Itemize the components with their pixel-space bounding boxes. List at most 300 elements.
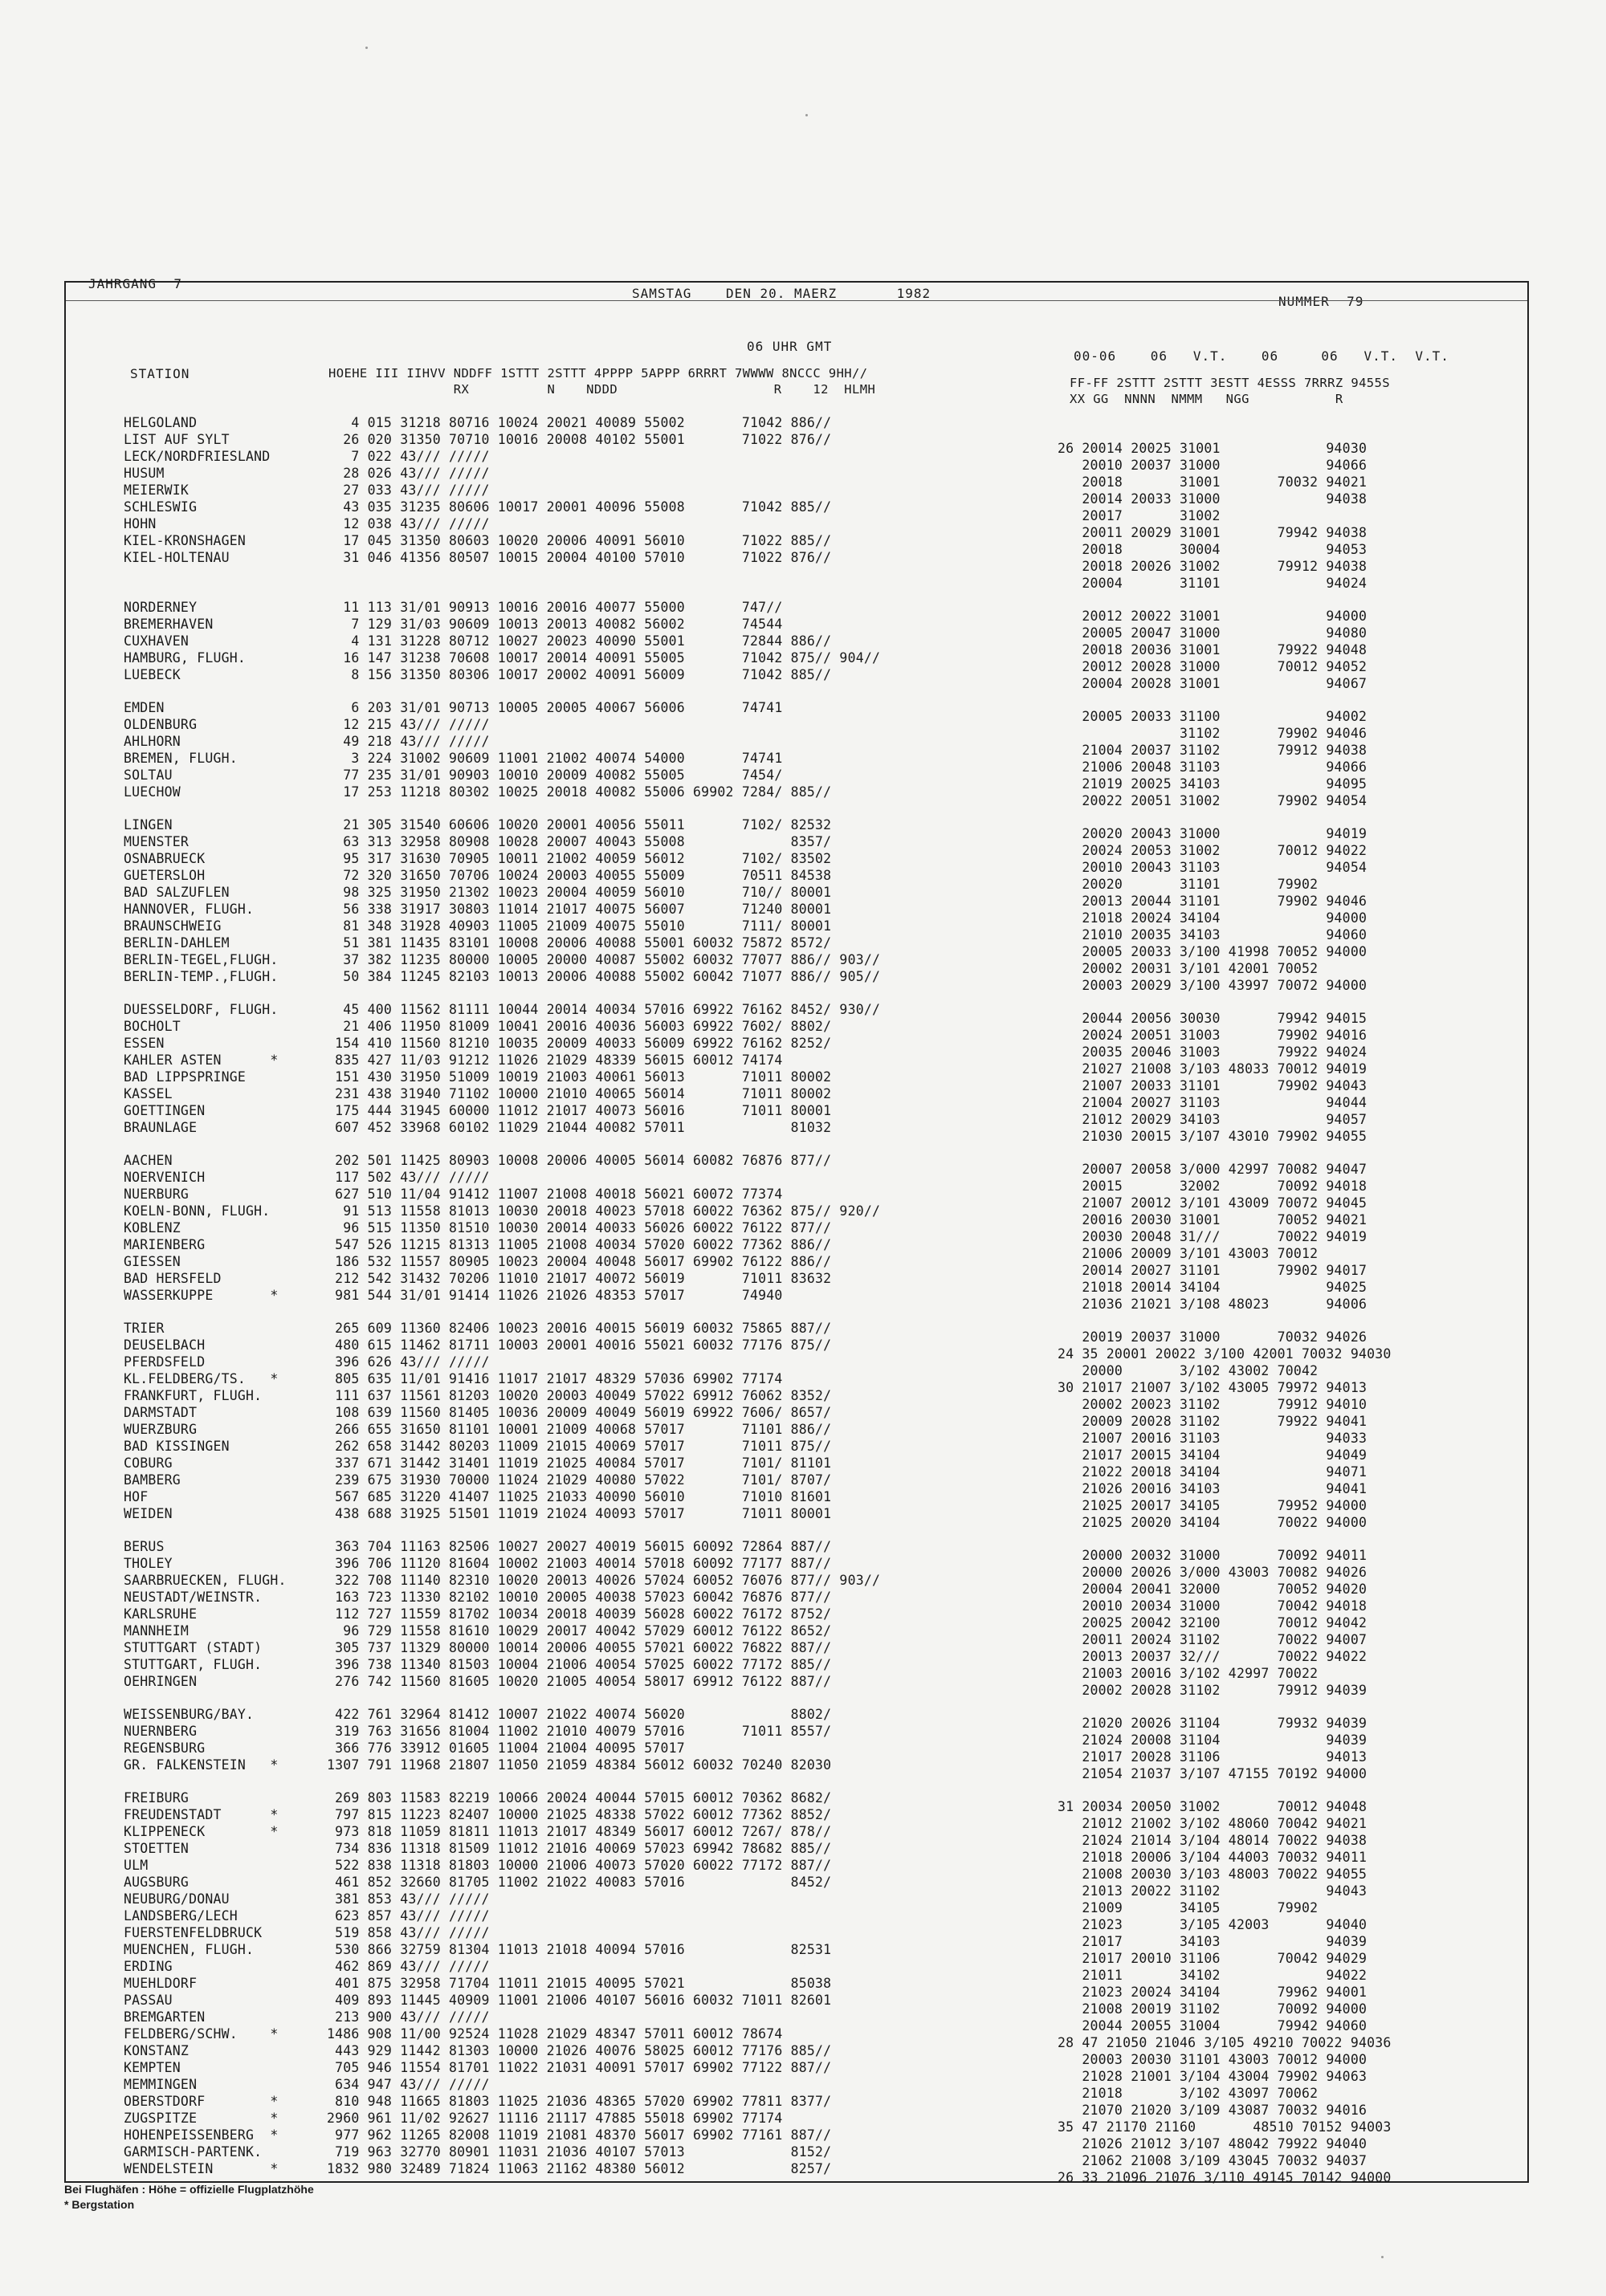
- report-date: SAMSTAG DEN 20. MAERZ 1982: [632, 286, 931, 301]
- group-spacer: [327, 1522, 880, 1538]
- station-observation: 461 852 32660 81705 11002 21022 40083 57016 8452/: [327, 1875, 832, 1890]
- station-observation: 96 515 11350 81510 10030 20014 40033 56026 60022 76122 877//: [327, 1220, 832, 1236]
- station-observation: 239 675 31930 70000 11024 21029 40080 57022 7101/ 8707/: [327, 1472, 832, 1488]
- station-observation: 8 156 31350 80306 10017 20002 40091 56009 71042 885//: [327, 667, 832, 682]
- group-spacer: [124, 583, 287, 599]
- station-observation: 231 438 31940 71102 10000 21010 40065 56014 71011 80002: [327, 1086, 832, 1101]
- supplementary-observation: 20014 20033 31000 94038: [1058, 491, 1368, 507]
- supplementary-observation: 21062 21008 3/109 43045 70032 94037: [1058, 2153, 1368, 2168]
- station-observation: 12 038 43/// /////: [327, 516, 490, 531]
- station-name: KL.FELDBERG/TS. *: [124, 1371, 279, 1386]
- station-observation: 305 737 11329 80000 10014 20006 40055 57021 60022 76822 887//: [327, 1640, 832, 1655]
- supplementary-observation: 21006 20048 31103 94066: [1058, 759, 1368, 775]
- supplementary-observation: 21017 20010 31106 70042 94029: [1058, 1951, 1368, 1966]
- supplementary-observation: 21028 21001 3/104 43004 79902 94063: [1058, 2069, 1368, 2084]
- station-name: GUETERSLOH: [124, 868, 206, 883]
- supplementary-observation: 20017 31002: [1058, 508, 1221, 523]
- supplementary-observation: 20002 20031 3/101 42001 70052: [1058, 961, 1319, 976]
- station-name: MUEHLDORF: [124, 1976, 198, 1991]
- group-spacer: [327, 985, 880, 1001]
- station-name: KIEL-KRONSHAGEN: [124, 533, 247, 548]
- main-column-headers: HOEHE III IIHVV NDDFF 1STTT 2STTT 4PPPP 5APPP 6RRRT 7WWWW 8NCCC 9HH//: [328, 366, 868, 381]
- station-name: ULM: [124, 1858, 149, 1873]
- station-observation: 28 026 43/// /////: [327, 466, 490, 481]
- supplementary-observation: 20044 20055 31004 79942 94060: [1058, 2018, 1368, 2033]
- group-spacer: [1058, 2186, 1392, 2202]
- station-observation: 519 858 43/// /////: [327, 1925, 490, 1940]
- supplementary-observation: 20019 20037 31000 70032 94026: [1058, 1329, 1368, 1345]
- supplementary-observation: 21022 20018 34104 94071: [1058, 1464, 1368, 1480]
- station-name: PFERDSFELD: [124, 1354, 206, 1370]
- supplementary-observation: 21024 20008 31104 94039: [1058, 1732, 1368, 1748]
- station-name: WUERZBURG: [124, 1422, 198, 1437]
- supplementary-observation: 20004 31101 94024: [1058, 576, 1368, 591]
- station-observation: 973 818 11059 81811 11013 21017 48349 56017 60012 7267/ 878//: [327, 1824, 832, 1839]
- station-name: AHLHORN: [124, 734, 181, 749]
- station-observation: 265 609 11360 82406 10023 20016 40015 56019 60032 75865 887//: [327, 1321, 832, 1336]
- supplementary-observation: 20002 20023 31102 79912 94010: [1058, 1397, 1368, 1412]
- station-name: BERLIN-TEMP.,FLUGH.: [124, 969, 279, 984]
- station-observation: 31 046 41356 80507 10015 20004 40100 57010 71022 876//: [327, 550, 832, 565]
- station-name: BERLIN-TEGEL,FLUGH.: [124, 952, 279, 967]
- supplementary-observation: 21030 20015 3/107 43010 79902 94055: [1058, 1129, 1368, 1144]
- supplementary-observation: 20020 20043 31000 94019: [1058, 826, 1368, 841]
- station-observation: 151 430 31950 51009 10019 21003 40061 56013 71011 80002: [327, 1069, 832, 1085]
- station-observation: 396 626 43/// /////: [327, 1354, 490, 1370]
- station-name: BERLIN-DAHLEM: [124, 935, 230, 951]
- station-name: FUERSTENFELDBRUCK: [124, 1925, 263, 1940]
- group-spacer: [1058, 692, 1392, 708]
- station-observation: 634 947 43/// /////: [327, 2077, 490, 2092]
- station-observation: 3 224 31002 90609 11001 21002 40074 54000 74741: [327, 751, 783, 766]
- supplementary-observation: 20010 20034 31000 70042 94018: [1058, 1598, 1368, 1614]
- station-name: FREUDENSTADT *: [124, 1807, 279, 1822]
- supplementary-observation: 21007 20033 31101 79902 94043: [1058, 1078, 1368, 1093]
- supplementary-observation: 21026 20016 34103 94041: [1058, 1481, 1368, 1496]
- station-observation: 6 203 31/01 90713 10005 20005 40067 56006 74741: [327, 700, 783, 715]
- station-observation: 1486 908 11/00 92524 11028 21029 48347 57011 60012 78674: [327, 2026, 783, 2042]
- footnote-airport-height: Bei Flughäfen : Höhe = offizielle Flugplatzhöhe: [64, 2183, 314, 2196]
- station-name: MEMMINGEN: [124, 2077, 198, 2092]
- supplementary-observation: 20013 20044 31101 79902 94046: [1058, 894, 1368, 909]
- supplementary-observation: 21003 20016 3/102 42997 70022: [1058, 1666, 1319, 1681]
- footnotes: [64, 2182, 314, 2213]
- station-name: NEUSTADT/WEINSTR.: [124, 1590, 263, 1605]
- station-observation: 607 452 33968 60102 11029 21044 40082 57011 81032: [327, 1120, 832, 1135]
- station-observation: 977 962 11265 82008 11019 21081 48370 56017 69902 77161 887//: [327, 2127, 832, 2143]
- supplementary-observation: 20007 20058 3/000 42997 70082 94047: [1058, 1162, 1368, 1177]
- group-spacer: [327, 1690, 880, 1706]
- group-spacer: [327, 583, 880, 599]
- station-observation: 202 501 11425 80903 10008 20006 40005 56014 60082 76876 877//: [327, 1153, 832, 1168]
- station-observation: 381 853 43/// /////: [327, 1891, 490, 1907]
- station-name: MEIERWIK: [124, 482, 190, 498]
- station-name: TRIER: [124, 1321, 165, 1336]
- station-observation: 186 532 11557 80905 10023 20004 40048 56017 69902 76122 886//: [327, 1254, 832, 1269]
- station-name: NUERBURG: [124, 1187, 190, 1202]
- station-observation: 72 320 31650 70706 10024 20003 40055 55009 70511 84538: [327, 868, 832, 883]
- supplementary-observation: 20018 20036 31001 79922 94048: [1058, 642, 1368, 657]
- supplementary-observation: 21008 20019 31102 70092 94000: [1058, 2001, 1368, 2017]
- station-observation: 154 410 11560 81210 10035 20009 40033 56009 69922 76162 8252/: [327, 1036, 832, 1051]
- issue-number: NUMMER 79: [1278, 294, 1364, 309]
- station-name: ESSEN: [124, 1036, 165, 1051]
- station-name: BRAUNSCHWEIG: [124, 918, 222, 934]
- footnote-mountain-station: * Bergstation: [64, 2198, 135, 2211]
- supplementary-observation: 20009 20028 31102 79922 94041: [1058, 1414, 1368, 1429]
- group-spacer: [1058, 1699, 1392, 1715]
- station-name: LECK/NORDFRIESLAND: [124, 449, 271, 464]
- station-observation: 797 815 11223 82407 10000 21025 48338 57022 60012 77362 8852/: [327, 1807, 832, 1822]
- station-name: NUERNBERG: [124, 1724, 198, 1739]
- group-spacer: [327, 1304, 880, 1320]
- station-name: HELGOLAND: [124, 415, 198, 430]
- station-name: NOERVENICH: [124, 1170, 206, 1185]
- supplementary-observation: 26 33 21096 21076 3/110 49145 70142 94000: [1058, 2170, 1392, 2185]
- supplementary-observation: 20013 20037 32/// 70022 94022: [1058, 1649, 1368, 1664]
- station-observation: 56 338 31917 30803 11014 21017 40075 56007 71240 80001: [327, 902, 832, 917]
- supplementary-observation: 21019 20025 34103 94095: [1058, 776, 1368, 792]
- station-name: AACHEN: [124, 1153, 173, 1168]
- station-observation: 81 348 31928 40903 11005 21009 40075 55010 7111/ 80001: [327, 918, 832, 934]
- supplementary-observation: 21023 3/105 42003 94040: [1058, 1917, 1368, 1932]
- supplementary-observation: 21004 20037 31102 79912 94038: [1058, 743, 1368, 758]
- supplementary-observation: 20044 20056 30030 79942 94015: [1058, 1011, 1368, 1026]
- supplementary-observation: 21018 20006 3/104 44003 70032 94011: [1058, 1850, 1368, 1865]
- station-observation: 51 381 11435 83101 10008 20006 40088 55001 60032 75872 8572/: [327, 935, 832, 951]
- station-name: DEUSELBACH: [124, 1337, 206, 1353]
- supplementary-observation: 31102 79902 94046: [1058, 726, 1368, 741]
- station-observation: 96 729 11558 81610 10029 20017 40042 57029 60012 76122 8652/: [327, 1623, 832, 1639]
- group-spacer: [1058, 1531, 1392, 1547]
- station-observation: 409 893 11445 40909 11001 21006 40107 56016 60032 71011 82601: [327, 1993, 832, 2008]
- supplementary-observation: 20003 20030 31101 43003 70012 94000: [1058, 2052, 1368, 2067]
- station-name: KLIPPENECK *: [124, 1824, 279, 1839]
- supplementary-observation: 28 47 21050 21046 3/105 49210 70022 94036: [1058, 2035, 1392, 2050]
- station-observation: 422 761 32964 81412 10007 21022 40074 56020 8802/: [327, 1707, 832, 1722]
- supplementary-observation: 21018 20024 34104 94000: [1058, 910, 1368, 926]
- supplementary-observation: 21018 20014 34104 94025: [1058, 1280, 1368, 1295]
- supplementary-observation: 21017 20015 34104 94049: [1058, 1447, 1368, 1463]
- supplementary-observation: 20012 20022 31001 94000: [1058, 609, 1368, 624]
- station-name: BRAUNLAGE: [124, 1120, 198, 1135]
- supplementary-observation: 21018 3/102 43097 70062: [1058, 2086, 1319, 2101]
- station-observation: 77 235 31/01 90903 10010 20009 40082 55005 7454/: [327, 767, 783, 783]
- station-name: DARMSTADT: [124, 1405, 198, 1420]
- station-name: LUEBECK: [124, 667, 181, 682]
- station-name: OLDENBURG: [124, 717, 198, 732]
- station-name: MANNHEIM: [124, 1623, 190, 1639]
- station-observation: 276 742 11560 81605 10020 21005 40054 58017 69912 76122 887//: [327, 1674, 832, 1689]
- synop-data-column: [327, 414, 880, 2193]
- station-name: BREMEN, FLUGH.: [124, 751, 238, 766]
- right-column-subheaders: XX GG NNNN NMMM NGG R: [1070, 392, 1343, 406]
- supplementary-observation: 20035 20046 31003 79922 94024: [1058, 1044, 1368, 1060]
- station-name: LUECHOW: [124, 784, 181, 800]
- station-observation: 734 836 11318 81509 11012 21016 40069 57023 69942 78682 885//: [327, 1841, 832, 1856]
- supplementary-data-column: [1058, 423, 1392, 2202]
- supplementary-observation: 20005 20047 31000 94080: [1058, 625, 1368, 641]
- group-spacer: [124, 1773, 287, 1789]
- supplementary-observation: 21008 20030 3/103 48003 70022 94055: [1058, 1867, 1368, 1882]
- station-name: KOELN-BONN, FLUGH.: [124, 1203, 271, 1219]
- supplementary-observation: 21009 34105 79902: [1058, 1900, 1319, 1915]
- supplementary-observation: 21054 21037 3/107 47155 70192 94000: [1058, 1766, 1368, 1781]
- station-name: KOBLENZ: [124, 1220, 181, 1236]
- station-observation: 627 510 11/04 91412 11007 21008 40018 56021 60072 77374: [327, 1187, 783, 1202]
- supplementary-observation: 20014 20027 31101 79902 94017: [1058, 1263, 1368, 1278]
- station-name: BAD HERSFELD: [124, 1271, 222, 1286]
- station-observation: 7 129 31/03 90609 10013 20013 40082 56002 74544: [327, 617, 783, 632]
- station-name: HOHENPEISSENBERG *: [124, 2127, 279, 2143]
- group-spacer: [1058, 994, 1392, 1010]
- station-observation: 981 544 31/01 91414 11026 21026 48353 57017 74940: [327, 1288, 783, 1303]
- supplementary-observation: 21012 20029 34103 94057: [1058, 1112, 1368, 1127]
- station-name: WEIDEN: [124, 1506, 173, 1521]
- station-observation: 319 763 31656 81004 11002 21010 40079 57016 71011 8557/: [327, 1724, 832, 1739]
- station-name: BERUS: [124, 1539, 165, 1554]
- station-observation: 26 020 31350 70710 10016 20008 40102 55001 71022 876//: [327, 432, 832, 447]
- supplementary-observation: 21007 20016 31103 94033: [1058, 1431, 1368, 1446]
- group-spacer: [327, 683, 880, 699]
- station-observation: 21 305 31540 60606 10020 20001 40056 55011 7102/ 82532: [327, 817, 832, 833]
- station-name: GR. FALKENSTEIN *: [124, 1757, 279, 1773]
- supplementary-observation: 20002 20028 31102 79912 94039: [1058, 1683, 1368, 1698]
- station-name: [124, 566, 287, 583]
- station-observation: 1307 791 11968 21807 11050 21059 48384 56012 60032 70240 82030: [327, 1757, 832, 1773]
- station-name: KEMPTEN: [124, 2060, 181, 2075]
- group-spacer: [124, 985, 287, 1001]
- station-observation: 401 875 32958 71704 11011 21015 40095 57021 85038: [327, 1976, 832, 1991]
- station-name: BOCHOLT: [124, 1019, 181, 1034]
- supplementary-observation: 21027 21008 3/103 48033 70012 94019: [1058, 1061, 1368, 1077]
- station-name: NORDERNEY: [124, 600, 198, 615]
- group-spacer: [124, 1690, 287, 1706]
- group-spacer: [1058, 1145, 1392, 1161]
- supplementary-observation: 20030 20048 31/// 70022 94019: [1058, 1229, 1368, 1244]
- scan-speck: [1381, 2256, 1384, 2258]
- supplementary-observation: 30 21017 21007 3/102 43005 79972 94013: [1058, 1380, 1368, 1395]
- group-spacer: [1058, 809, 1392, 825]
- station-observation: 27 033 43/// /////: [327, 482, 490, 498]
- station-observation: 175 444 31945 60000 11012 21017 40073 56016 71011 80001: [327, 1103, 832, 1118]
- station-name: CUXHAVEN: [124, 633, 190, 649]
- station-observation: 117 502 43/// /////: [327, 1170, 490, 1185]
- group-spacer: [124, 1304, 287, 1320]
- station-observation: 17 045 31350 80603 10020 20006 40091 56010 71022 885//: [327, 533, 832, 548]
- supplementary-observation: 20004 20041 32000 70052 94020: [1058, 1582, 1368, 1597]
- supplementary-observation: 21012 21002 3/102 48060 70042 94021: [1058, 1816, 1368, 1831]
- supplementary-observation: 26 20014 20025 31001 94030: [1058, 441, 1368, 456]
- station-column-header: STATION: [130, 366, 190, 381]
- station-observation: 43 035 31235 80606 10017 20001 40096 55008 71042 885//: [327, 499, 832, 515]
- right-time-columns: 00-06 06 V.T. 06 06 V.T. V.T.: [1074, 348, 1449, 364]
- supplementary-observation: 20010 20037 31000 94066: [1058, 458, 1368, 473]
- station-observation: 45 400 11562 81111 10044 20014 40034 57016 69922 76162 8452/ 930//: [327, 1002, 881, 1017]
- station-name: LINGEN: [124, 817, 173, 833]
- station-observation: 266 655 31650 81101 10001 21009 40068 57017 71101 886//: [327, 1422, 832, 1437]
- supplementary-observation: 20005 20033 31100 94002: [1058, 709, 1368, 724]
- group-spacer: [124, 683, 287, 699]
- station-name: HANNOVER, FLUGH.: [124, 902, 255, 917]
- supplementary-observation: 20025 20042 32100 70012 94042: [1058, 1615, 1368, 1630]
- station-name: LIST AUF SYLT: [124, 432, 230, 447]
- station-observation: 443 929 11442 81303 10000 21026 40076 58025 60012 77176 885//: [327, 2043, 832, 2058]
- station-name: PASSAU: [124, 1993, 173, 2008]
- supplementary-observation: 20018 20026 31002 79912 94038: [1058, 559, 1368, 574]
- station-observation: 805 635 11/01 91416 11017 21017 48329 57036 69902 77174: [327, 1371, 783, 1386]
- supplementary-observation: 20024 20053 31002 70012 94022: [1058, 843, 1368, 858]
- station-observation: 2960 961 11/02 92627 11116 21117 47885 55018 69902 77174: [327, 2111, 783, 2126]
- station-observation: 49 218 43/// /////: [327, 734, 490, 749]
- supplementary-observation: 21011 34102 94022: [1058, 1968, 1368, 1983]
- station-observation: 438 688 31925 51501 11019 21024 40093 57017 71011 80001: [327, 1506, 832, 1521]
- group-spacer: [124, 800, 287, 816]
- group-spacer: [1058, 1782, 1392, 1798]
- supplementary-observation: 31 20034 20050 31002 70012 94048: [1058, 1799, 1368, 1814]
- supplementary-observation: 20015 32002 70092 94018: [1058, 1179, 1368, 1194]
- supplementary-observation: 20000 20026 3/000 43003 70082 94026: [1058, 1565, 1368, 1580]
- supplementary-observation: 20018 31001 70032 94021: [1058, 474, 1368, 490]
- station-observation: 480 615 11462 81711 10003 20001 40016 55021 60032 77176 875//: [327, 1337, 832, 1353]
- station-name: GARMISCH-PARTENK.: [124, 2144, 263, 2160]
- station-observation: 63 313 32958 80908 10028 20007 40043 55008 8357/: [327, 834, 832, 849]
- group-spacer: [1058, 592, 1392, 608]
- supplementary-observation: 20016 20030 31001 70052 94021: [1058, 1212, 1368, 1227]
- station-observation: 547 526 11215 81313 11005 21008 40034 57020 60022 77362 886//: [327, 1237, 832, 1252]
- station-name: BAMBERG: [124, 1472, 181, 1488]
- station-observation: 522 838 11318 81803 10000 21006 40073 57020 60022 77172 887//: [327, 1858, 832, 1873]
- supplementary-observation: 20022 20051 31002 79902 94054: [1058, 793, 1368, 808]
- station-observation: 269 803 11583 82219 10066 20024 40044 57015 60012 70362 8682/: [327, 1790, 832, 1805]
- group-spacer: [327, 800, 880, 816]
- group-spacer: [327, 2177, 880, 2193]
- station-observation: 835 427 11/03 91212 11026 21029 48339 56015 60012 74174: [327, 1052, 783, 1068]
- supplementary-observation: 21004 20027 31103 94044: [1058, 1095, 1368, 1110]
- group-spacer: [1058, 1313, 1392, 1329]
- station-observation: 530 866 32759 81304 11013 21018 40094 57016 82531: [327, 1942, 832, 1957]
- station-observation: 1832 980 32489 71824 11063 21162 48380 56012 8257/: [327, 2161, 832, 2176]
- supplementary-observation: 20000 20032 31000 70092 94011: [1058, 1548, 1368, 1563]
- station-name: MUENCHEN, FLUGH.: [124, 1942, 255, 1957]
- station-observation: 322 708 11140 82310 10020 20013 40026 57024 60052 76076 877// 903//: [327, 1573, 881, 1588]
- station-name: HOF: [124, 1489, 149, 1504]
- supplementary-observation: 21036 21021 3/108 48023 94006: [1058, 1297, 1368, 1312]
- station-name: HAMBURG, FLUGH.: [124, 650, 247, 666]
- station-name: BAD LIPPSPRINGE: [124, 1069, 247, 1085]
- station-name: FREIBURG: [124, 1790, 190, 1805]
- group-spacer: [124, 1136, 287, 1152]
- station-observation: 108 639 11560 81405 10036 20009 40049 56019 69922 7606/ 8657/: [327, 1405, 832, 1420]
- report-sheet: [64, 276, 1529, 2185]
- header-rule: [66, 300, 1527, 301]
- station-observation: 337 671 31442 31401 11019 21025 40084 57017 7101/ 81101: [327, 1455, 832, 1471]
- station-name: SCHLESWIG: [124, 499, 198, 515]
- station-name: STUTTGART (STADT): [124, 1640, 263, 1655]
- station-observation: 112 727 11559 81702 10034 20018 40039 56028 60022 76172 8752/: [327, 1606, 832, 1622]
- supplementary-observation: 21013 20022 31102 94043: [1058, 1883, 1368, 1899]
- station-name: HUSUM: [124, 466, 165, 481]
- station-observation: 705 946 11554 81701 11022 21031 40091 57017 69902 77122 887//: [327, 2060, 832, 2075]
- station-name: LANDSBERG/LECH: [124, 1908, 238, 1924]
- station-observation: 91 513 11558 81013 10030 20018 40023 57018 60022 76362 875// 920//: [327, 1203, 881, 1219]
- station-name: FELDBERG/SCHW. *: [124, 2026, 279, 2042]
- station-observation: 111 637 11561 81203 10020 20003 40049 57022 69912 76062 8352/: [327, 1388, 832, 1403]
- station-observation: 11 113 31/01 90913 10016 20016 40077 55000 747//: [327, 600, 783, 615]
- station-observation: 213 900 43/// /////: [327, 2009, 490, 2025]
- station-name: WEISSENBURG/BAY.: [124, 1707, 255, 1722]
- station-name: ERDING: [124, 1959, 173, 1974]
- station-observation: 163 723 11330 82102 10010 20005 40038 57023 60042 76876 877//: [327, 1590, 832, 1605]
- station-name: WENDELSTEIN *: [124, 2161, 279, 2176]
- supplementary-observation: [1058, 423, 1392, 440]
- supplementary-observation: 20003 20029 3/100 43997 70072 94000: [1058, 978, 1368, 993]
- supplementary-observation: 20020 31101 79902: [1058, 877, 1319, 892]
- station-observation: 567 685 31220 41407 11025 21033 40090 56010 71010 81601: [327, 1489, 832, 1504]
- station-name: WASSERKUPPE *: [124, 1288, 279, 1303]
- station-observation: 212 542 31432 70206 11010 21017 40072 56019 71011 83632: [327, 1271, 832, 1286]
- station-name: KASSEL: [124, 1086, 173, 1101]
- supplementary-observation: 20005 20033 3/100 41998 70052 94000: [1058, 944, 1368, 959]
- station-observation: 623 857 43/// /////: [327, 1908, 490, 1924]
- station-name: STOETTEN: [124, 1841, 190, 1856]
- station-name: MUENSTER: [124, 834, 190, 849]
- station-name: BAD SALZUFLEN: [124, 885, 230, 900]
- right-column-headers: FF-FF 2STTT 2STTT 3ESTT 4ESSS 7RRRZ 9455S: [1070, 376, 1391, 390]
- station-name: KAHLER ASTEN *: [124, 1052, 279, 1068]
- station-observation: 98 325 31950 21302 10023 20004 40059 56010 710// 80001: [327, 885, 832, 900]
- station-name: BAD KISSINGEN: [124, 1439, 230, 1454]
- supplementary-observation: 21010 20035 34103 94060: [1058, 927, 1368, 942]
- station-observation: 37 382 11235 80000 10005 20000 40087 55002 60032 77077 886// 903//: [327, 952, 881, 967]
- station-name: THOLEY: [124, 1556, 173, 1571]
- supplementary-observation: 35 47 21170 21160 48510 70152 94003: [1058, 2119, 1392, 2135]
- station-name: ZUGSPITZE *: [124, 2111, 279, 2126]
- supplementary-observation: 20024 20051 31003 79902 94016: [1058, 1028, 1368, 1043]
- station-name: DUESSELDORF, FLUGH.: [124, 1002, 279, 1017]
- supplementary-observation: 21025 20020 34104 70022 94000: [1058, 1515, 1368, 1530]
- station-name: MARIENBERG: [124, 1237, 206, 1252]
- supplementary-observation: 24 35 20001 20022 3/100 42001 70032 94030: [1058, 1346, 1392, 1362]
- station-name: REGENSBURG: [124, 1740, 206, 1756]
- supplementary-observation: 21025 20017 34105 79952 94000: [1058, 1498, 1368, 1513]
- supplementary-observation: 21070 21020 3/109 43087 70032 94016: [1058, 2103, 1368, 2118]
- station-observation: 50 384 11245 82103 10013 20006 40088 55002 60042 71077 886// 905//: [327, 969, 881, 984]
- station-name: KARLSRUHE: [124, 1606, 198, 1622]
- station-name: COBURG: [124, 1455, 173, 1471]
- station-observation: 810 948 11665 81803 11025 21036 48365 57020 69902 77811 8377/: [327, 2094, 832, 2109]
- station-name: NEUBURG/DONAU: [124, 1891, 230, 1907]
- group-spacer: [327, 1773, 880, 1789]
- station-observation: 719 963 32770 80901 11031 21036 40107 57013 8152/: [327, 2144, 832, 2160]
- main-column-subheaders: RX N NDDD R 12 HLMH: [328, 382, 876, 397]
- station-name: OEHRINGEN: [124, 1674, 198, 1689]
- station-name: KIEL-HOLTENAU: [124, 550, 230, 565]
- station-observation: 363 704 11163 82506 10027 20027 40019 56015 60092 72864 887//: [327, 1539, 832, 1554]
- station-name: FRANKFURT, FLUGH.: [124, 1388, 263, 1403]
- station-name: KONSTANZ: [124, 2043, 190, 2058]
- supplementary-observation: 21020 20026 31104 79932 94039: [1058, 1716, 1368, 1731]
- station-name: OBERSTDORF *: [124, 2094, 279, 2109]
- station-observation: 95 317 31630 70905 10011 21002 40059 56012 7102/ 83502: [327, 851, 832, 866]
- jahrgang-label: JAHRGANG 7: [88, 276, 182, 291]
- supplementary-observation: 20012 20028 31000 70012 94052: [1058, 659, 1368, 674]
- station-observation: 7 022 43/// /////: [327, 449, 490, 464]
- supplementary-observation: 20004 20028 31001 94067: [1058, 676, 1368, 691]
- station-name: HOHN: [124, 516, 157, 531]
- station-observation: 4 015 31218 80716 10024 20021 40089 55002 71042 886//: [327, 415, 832, 430]
- station-observation: 462 869 43/// /////: [327, 1959, 490, 1974]
